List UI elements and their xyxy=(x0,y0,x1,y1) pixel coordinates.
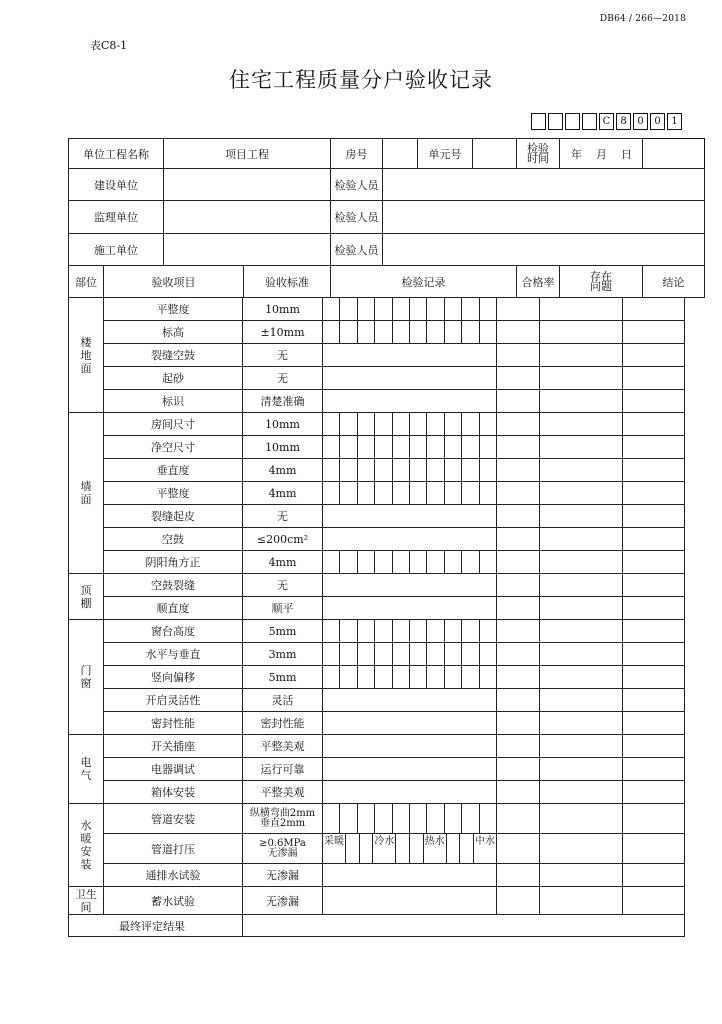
record-grid[interactable] xyxy=(323,459,496,481)
unit-no-value[interactable] xyxy=(473,139,517,169)
standard-value: 无渗漏 xyxy=(243,887,323,915)
issues-cell[interactable] xyxy=(540,321,623,344)
part-electric: 电 气 xyxy=(69,735,104,804)
issues-cell[interactable] xyxy=(540,459,623,482)
table-row xyxy=(69,712,685,735)
conclusion-cell[interactable] xyxy=(623,413,685,436)
issues-cell[interactable] xyxy=(540,643,623,666)
issues-cell[interactable] xyxy=(540,804,623,834)
conclusion-cell[interactable] xyxy=(623,298,685,321)
standard-value: 10mm xyxy=(243,413,323,436)
inspect-time-label: 检验 时间 xyxy=(517,139,560,169)
pass-rate-cell[interactable] xyxy=(497,367,540,390)
room-value[interactable] xyxy=(383,139,418,169)
pass-rate-cell[interactable] xyxy=(497,390,540,413)
standard-value: 4mm xyxy=(243,482,323,505)
part-wall: 墙 面 xyxy=(69,413,104,574)
col-item: 验收项目 xyxy=(104,266,244,298)
supervision-unit-label: 监理单位 xyxy=(69,201,164,234)
table-row xyxy=(69,887,685,915)
page-title: 住宅工程质量分户验收记录 xyxy=(229,68,493,92)
construction-unit-label: 建设单位 xyxy=(69,169,164,201)
standard-value: 4mm xyxy=(243,551,323,574)
pass-rate-cell[interactable] xyxy=(497,436,540,459)
table-row xyxy=(69,689,685,712)
conclusion-cell[interactable] xyxy=(623,666,685,689)
item-label: 蓄水试验 xyxy=(104,887,243,915)
part-plumbing: 水 暖 安 装 xyxy=(69,804,104,887)
item-label: 管道打压 xyxy=(104,834,243,864)
item-label: 通排水试验 xyxy=(104,864,243,887)
pass-rate-cell[interactable] xyxy=(497,735,540,758)
conclusion-cell[interactable] xyxy=(623,887,685,915)
standard-value: 纵横弯曲2mm 垂直2mm xyxy=(243,804,323,834)
record-cells[interactable] xyxy=(323,574,497,597)
code-box: 0 xyxy=(650,113,665,130)
issues-cell[interactable] xyxy=(540,620,623,643)
table-row xyxy=(69,735,685,758)
unit-no-label: 单元号 xyxy=(418,139,473,169)
conclusion-cell[interactable] xyxy=(623,436,685,459)
builder-unit-value[interactable] xyxy=(164,234,331,266)
item-label: 起砂 xyxy=(104,367,243,390)
table-row xyxy=(69,620,685,643)
pass-rate-cell[interactable] xyxy=(497,712,540,735)
pass-rate-cell[interactable] xyxy=(497,482,540,505)
item-label: 净空尺寸 xyxy=(104,436,243,459)
item-label: 垂直度 xyxy=(104,459,243,482)
item-label: 密封性能 xyxy=(104,712,243,735)
pass-rate-cell[interactable] xyxy=(497,666,540,689)
record-cells[interactable] xyxy=(323,367,497,390)
code-box xyxy=(565,113,580,130)
item-label: 平整度 xyxy=(104,298,243,321)
inspector-label: 检验人员 xyxy=(331,169,383,201)
standard-value: 10mm xyxy=(243,436,323,459)
standard-value: 运行可靠 xyxy=(243,758,323,781)
issues-cell[interactable] xyxy=(540,436,623,459)
record-cells[interactable] xyxy=(323,436,497,459)
pass-rate-cell[interactable] xyxy=(497,834,540,864)
pass-rate-cell[interactable] xyxy=(497,781,540,804)
pass-rate-cell[interactable] xyxy=(497,551,540,574)
standard-value: ±10mm xyxy=(243,321,323,344)
inspection-record-table xyxy=(68,138,705,298)
conclusion-cell[interactable] xyxy=(623,620,685,643)
standard-value: 3mm xyxy=(243,643,323,666)
item-label: 管道安装 xyxy=(104,804,243,834)
part-floor: 楼 地 面 xyxy=(69,298,104,413)
code-box: 0 xyxy=(633,113,648,130)
table-row xyxy=(69,413,685,436)
issues-cell[interactable] xyxy=(540,551,623,574)
item-label: 平整度 xyxy=(104,482,243,505)
record-cells[interactable] xyxy=(323,298,497,321)
issues-cell[interactable] xyxy=(540,758,623,781)
col-part: 部位 xyxy=(69,266,104,298)
code-box: C xyxy=(599,113,614,130)
item-label: 窗台高度 xyxy=(104,620,243,643)
table-row xyxy=(69,781,685,804)
conclusion-cell[interactable] xyxy=(623,390,685,413)
conclusion-cell[interactable] xyxy=(623,597,685,620)
conclusion-cell[interactable] xyxy=(623,804,685,834)
record-cells[interactable] xyxy=(323,804,497,834)
issues-cell[interactable] xyxy=(540,574,623,597)
col-issues: 存在 问题 xyxy=(560,266,643,298)
standard-value: 密封性能 xyxy=(243,712,323,735)
item-label: 顺直度 xyxy=(104,597,243,620)
inspect-date-value[interactable]: 年 月 日 xyxy=(560,139,643,169)
record-grid[interactable] xyxy=(323,804,496,833)
issues-cell[interactable] xyxy=(540,505,623,528)
pass-rate-cell[interactable] xyxy=(497,505,540,528)
item-label: 标高 xyxy=(104,321,243,344)
col-record: 检验记录 xyxy=(331,266,517,298)
record-grid[interactable] xyxy=(323,413,496,435)
inspector-value[interactable] xyxy=(383,234,705,266)
pass-rate-cell[interactable] xyxy=(497,758,540,781)
record-cells[interactable] xyxy=(323,864,497,887)
record-grid[interactable] xyxy=(323,321,496,343)
code-box xyxy=(531,113,546,130)
record-cells[interactable] xyxy=(323,643,497,666)
issues-cell[interactable] xyxy=(540,735,623,758)
table-row xyxy=(69,344,685,367)
issues-cell[interactable] xyxy=(540,298,623,321)
pass-rate-cell[interactable] xyxy=(497,864,540,887)
standard-value: 灵活 xyxy=(243,689,323,712)
issues-cell[interactable] xyxy=(540,528,623,551)
final-result-label: 最终评定结果 xyxy=(69,915,243,937)
table-row xyxy=(69,390,685,413)
standard-value: 清楚准确 xyxy=(243,390,323,413)
code-box: 8 xyxy=(616,113,631,130)
conclusion-cell[interactable] xyxy=(623,574,685,597)
issues-cell[interactable] xyxy=(540,597,623,620)
table-row xyxy=(69,758,685,781)
issues-cell[interactable] xyxy=(540,887,623,915)
record-cells[interactable] xyxy=(323,758,497,781)
standard-value: 平整美观 xyxy=(243,781,323,804)
item-label: 空鼓裂缝 xyxy=(104,574,243,597)
conclusion-cell[interactable] xyxy=(623,834,685,864)
issues-cell[interactable] xyxy=(540,482,623,505)
col-pass-rate: 合格率 xyxy=(517,266,560,298)
table-row xyxy=(69,574,685,597)
issues-cell[interactable] xyxy=(540,864,623,887)
table-row xyxy=(69,436,685,459)
table-row xyxy=(69,666,685,689)
record-cells[interactable] xyxy=(323,528,497,551)
conclusion-cell[interactable] xyxy=(623,689,685,712)
issues-cell[interactable] xyxy=(540,413,623,436)
conclusion-cell[interactable] xyxy=(623,459,685,482)
part-ceiling: 顶 棚 xyxy=(69,574,104,620)
table-row xyxy=(69,298,685,321)
item-label: 阴阳角方正 xyxy=(104,551,243,574)
record-grid[interactable] xyxy=(323,551,496,573)
standard-value: 无 xyxy=(243,367,323,390)
record-cells[interactable] xyxy=(323,390,497,413)
inspector-value[interactable] xyxy=(383,201,705,234)
pass-rate-cell[interactable] xyxy=(497,689,540,712)
table-row xyxy=(69,834,685,864)
pass-rate-cell[interactable] xyxy=(497,344,540,367)
record-cells[interactable] xyxy=(323,620,497,643)
conclusion-cell[interactable] xyxy=(623,344,685,367)
item-label: 裂缝起皮 xyxy=(104,505,243,528)
pass-rate-cell[interactable] xyxy=(497,574,540,597)
record-grid[interactable] xyxy=(323,298,496,320)
conclusion-cell[interactable] xyxy=(623,321,685,344)
record-cells[interactable] xyxy=(323,344,497,367)
issues-cell[interactable] xyxy=(540,834,623,864)
standard-value: 无渗漏 xyxy=(243,864,323,887)
pass-rate-cell[interactable] xyxy=(497,298,540,321)
pass-rate-cell[interactable] xyxy=(497,413,540,436)
record-cells[interactable] xyxy=(323,887,497,915)
issues-cell[interactable] xyxy=(540,666,623,689)
record-grid[interactable] xyxy=(323,620,496,642)
conclusion-cell[interactable] xyxy=(623,712,685,735)
part-doorwin: 门 窗 xyxy=(69,620,104,735)
issues-cell[interactable] xyxy=(540,344,623,367)
record-cells[interactable] xyxy=(323,712,497,735)
table-row xyxy=(69,459,685,482)
record-cells[interactable] xyxy=(323,413,497,436)
room-label: 房号 xyxy=(331,139,383,169)
table-row xyxy=(69,551,685,574)
pass-rate-cell[interactable] xyxy=(497,804,540,834)
part-toilet: 卫生 间 xyxy=(69,887,104,915)
conclusion-cell[interactable] xyxy=(623,781,685,804)
col-standard: 验收标准 xyxy=(244,266,331,298)
issues-cell[interactable] xyxy=(540,367,623,390)
standard-value: 无 xyxy=(243,505,323,528)
record-grid[interactable] xyxy=(323,482,496,504)
standard-value: 无 xyxy=(243,344,323,367)
item-label: 裂缝空鼓 xyxy=(104,344,243,367)
code-box xyxy=(548,113,563,130)
standard-value: 无 xyxy=(243,574,323,597)
pass-rate-cell[interactable] xyxy=(497,459,540,482)
conclusion-cell[interactable] xyxy=(623,758,685,781)
pass-rate-cell[interactable] xyxy=(497,620,540,643)
record-cells[interactable] xyxy=(323,551,497,574)
conclusion-cell[interactable] xyxy=(623,505,685,528)
standard-value: 5mm xyxy=(243,666,323,689)
table-row xyxy=(69,864,685,887)
final-result-row xyxy=(69,915,685,937)
record-cells[interactable] xyxy=(323,597,497,620)
unit-project-value[interactable]: 项目工程 xyxy=(164,139,331,169)
conclusion-cell[interactable] xyxy=(623,551,685,574)
item-label: 标识 xyxy=(104,390,243,413)
issues-cell[interactable] xyxy=(540,781,623,804)
code-box xyxy=(582,113,597,130)
table-row xyxy=(69,321,685,344)
item-label: 箱体安装 xyxy=(104,781,243,804)
conclusion-cell[interactable] xyxy=(623,367,685,390)
pass-rate-cell[interactable] xyxy=(497,643,540,666)
record-cells[interactable] xyxy=(323,321,497,344)
builder-unit-label: 施工单位 xyxy=(69,234,164,266)
record-grid[interactable] xyxy=(323,436,496,458)
table-row xyxy=(69,482,685,505)
standard-value: 平整美观 xyxy=(243,735,323,758)
code-box: 1 xyxy=(667,113,682,130)
record-cells[interactable] xyxy=(323,834,497,864)
pass-rate-cell[interactable] xyxy=(497,887,540,915)
table-row xyxy=(69,505,685,528)
table-row xyxy=(69,528,685,551)
construction-unit-value[interactable] xyxy=(164,169,331,201)
record-grid[interactable] xyxy=(323,666,496,688)
form-number: 表C8-1 xyxy=(90,39,128,52)
inspection-items-table xyxy=(68,297,685,937)
record-cells[interactable] xyxy=(323,459,497,482)
conclusion-cell[interactable] xyxy=(623,482,685,505)
conclusion-cell[interactable] xyxy=(623,864,685,887)
conclusion-cell[interactable] xyxy=(623,528,685,551)
item-label: 房间尺寸 xyxy=(104,413,243,436)
pass-rate-cell[interactable] xyxy=(497,321,540,344)
inspector-label: 检验人员 xyxy=(331,201,383,234)
final-result-value[interactable] xyxy=(243,915,685,937)
issues-cell[interactable] xyxy=(540,689,623,712)
standard-value: 10mm xyxy=(243,298,323,321)
record-cells[interactable] xyxy=(323,482,497,505)
item-label: 开关插座 xyxy=(104,735,243,758)
conclusion-cell[interactable] xyxy=(623,735,685,758)
standard-number: DB64 / 266—2018 xyxy=(599,14,686,24)
inspector-value[interactable] xyxy=(383,169,705,201)
inspector-label: 检验人员 xyxy=(331,234,383,266)
pass-rate-cell[interactable] xyxy=(497,528,540,551)
item-label: 竖向偏移 xyxy=(104,666,243,689)
col-conclusion: 结论 xyxy=(643,266,705,298)
record-cells[interactable] xyxy=(323,505,497,528)
record-grid[interactable] xyxy=(323,643,496,665)
table-row xyxy=(69,597,685,620)
issues-cell[interactable] xyxy=(540,390,623,413)
pressure-test-grid[interactable]: 采 暖 冷 水 热 水 中 水 xyxy=(323,834,496,863)
unit-project-label: 单位工程名称 xyxy=(69,139,164,169)
standard-value: ≤200cm² xyxy=(243,528,323,551)
item-label: 空鼓 xyxy=(104,528,243,551)
conclusion-cell[interactable] xyxy=(623,643,685,666)
table-row xyxy=(69,367,685,390)
table-row xyxy=(69,643,685,666)
record-cells[interactable] xyxy=(323,781,497,804)
record-cells[interactable] xyxy=(323,689,497,712)
supervision-unit-value[interactable] xyxy=(164,201,331,234)
item-label: 水平与垂直 xyxy=(104,643,243,666)
record-code-boxes xyxy=(531,113,682,130)
pass-rate-cell[interactable] xyxy=(497,597,540,620)
standard-value: ≥0.6MPa 无渗漏 xyxy=(243,834,323,864)
standard-value: 顺平 xyxy=(243,597,323,620)
table-row xyxy=(69,804,685,834)
item-label: 电器调试 xyxy=(104,758,243,781)
standard-value: 4mm xyxy=(243,459,323,482)
item-label: 开启灵活性 xyxy=(104,689,243,712)
standard-value: 5mm xyxy=(243,620,323,643)
record-cells[interactable] xyxy=(323,735,497,758)
issues-cell[interactable] xyxy=(540,712,623,735)
record-cells[interactable] xyxy=(323,666,497,689)
